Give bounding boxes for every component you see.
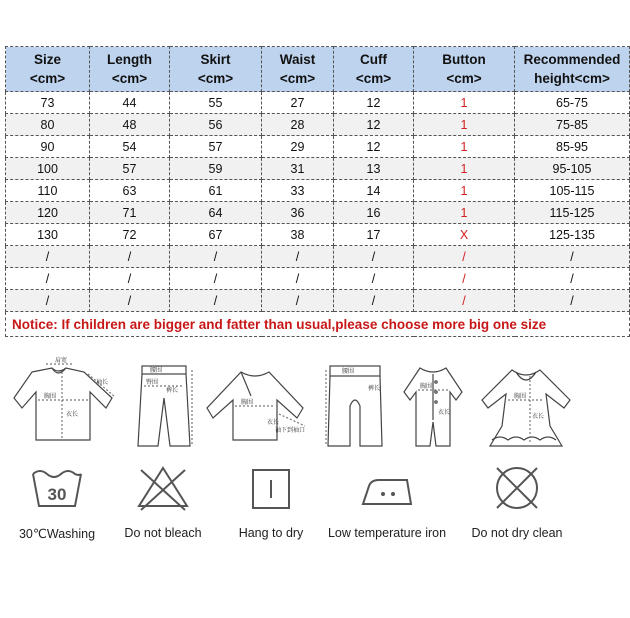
table-cell: 72 <box>90 224 170 246</box>
table-cell: 55 <box>170 92 262 114</box>
table-cell: 12 <box>334 136 414 158</box>
table-cell: 48 <box>90 114 170 136</box>
table-cell: / <box>90 290 170 312</box>
header-size: Size <cm> <box>6 47 90 92</box>
table-row <box>6 290 630 312</box>
raglan-top-diagram <box>205 362 320 452</box>
table-cell: 130 <box>6 224 90 246</box>
table-row <box>6 92 630 114</box>
table-cell: / <box>414 290 515 312</box>
table-cell: / <box>6 246 90 268</box>
table-cell: 16 <box>334 202 414 224</box>
header-waist: Waist <cm> <box>262 47 334 92</box>
hang-dry-icon <box>241 462 301 514</box>
table-cell: 29 <box>262 136 334 158</box>
care-label: Hang to dry <box>238 526 304 540</box>
table-cell: 1 <box>414 136 515 158</box>
size-chart-table <box>5 46 630 337</box>
table-row <box>6 202 630 224</box>
diagram-label: 胸围 <box>44 393 57 400</box>
table-cell: 115-125 <box>515 202 630 224</box>
table-cell: / <box>334 246 414 268</box>
washing-tub-icon <box>27 462 87 514</box>
table-cell: / <box>90 268 170 290</box>
table-cell: 38 <box>262 224 334 246</box>
table-cell: / <box>170 290 262 312</box>
table-cell: 33 <box>262 180 334 202</box>
diagram-label: 肩宽 <box>55 357 68 364</box>
table-cell: 1 <box>414 202 515 224</box>
low-iron-icon <box>357 462 417 514</box>
no-dry-clean-icon <box>487 462 547 514</box>
diagram-label: 胸围 <box>241 399 254 406</box>
diagram-label: 衣长 <box>66 411 79 418</box>
table-cell: / <box>170 246 262 268</box>
table-cell: / <box>414 268 515 290</box>
table-cell: 57 <box>170 136 262 158</box>
table-cell: / <box>6 290 90 312</box>
table-cell: / <box>334 290 414 312</box>
diagram-label: 胸围 <box>420 383 433 390</box>
header-length: Length <cm> <box>90 47 170 92</box>
table-cell: 67 <box>170 224 262 246</box>
table-cell: 17 <box>334 224 414 246</box>
table-cell: 1 <box>414 180 515 202</box>
table-cell: 80 <box>6 114 90 136</box>
table-cell: 63 <box>90 180 170 202</box>
table-cell: 65-75 <box>515 92 630 114</box>
romper-diagram <box>398 362 468 452</box>
care-item-hang-dry <box>206 462 336 552</box>
table-cell: / <box>515 268 630 290</box>
table-cell: 73 <box>6 92 90 114</box>
table-cell: 13 <box>334 158 414 180</box>
table-cell: / <box>334 268 414 290</box>
care-item-no-dry-clean <box>452 462 582 552</box>
table-cell: 120 <box>6 202 90 224</box>
table-cell: 57 <box>90 158 170 180</box>
diagram-label: 腰围 <box>150 367 163 374</box>
table-cell: / <box>262 268 334 290</box>
table-cell: 110 <box>6 180 90 202</box>
table-cell: 105-115 <box>515 180 630 202</box>
table-cell: 28 <box>262 114 334 136</box>
diagram-label: 裤长 <box>166 387 179 394</box>
table-cell: 44 <box>90 92 170 114</box>
table-cell: / <box>262 290 334 312</box>
table-row <box>6 158 630 180</box>
table-row <box>6 268 630 290</box>
care-label: Low temperature iron <box>327 526 447 540</box>
header-skirt: Skirt <cm> <box>170 47 262 92</box>
diagram-label: 腰围 <box>342 368 355 375</box>
table-cell: / <box>414 246 515 268</box>
table-cell: 12 <box>334 92 414 114</box>
diagram-label: 裤长 <box>368 385 381 392</box>
care-instructions <box>0 462 618 552</box>
diagram-label: 衣长 <box>267 419 280 426</box>
table-cell: X <box>414 224 515 246</box>
table-row <box>6 180 630 202</box>
diagram-label: 衣长 <box>532 413 545 420</box>
garment-diagrams <box>0 357 618 452</box>
table-cell: 71 <box>90 202 170 224</box>
notice-row <box>6 312 630 337</box>
table-cell: 95-105 <box>515 158 630 180</box>
table-cell: 36 <box>262 202 334 224</box>
care-label: Do not bleach <box>124 526 202 540</box>
care-item-low-iron <box>322 462 452 552</box>
table-row <box>6 246 630 268</box>
diagram-label: 臀围 <box>146 379 159 386</box>
table-row <box>6 114 630 136</box>
table-cell: 31 <box>262 158 334 180</box>
table-cell: 59 <box>170 158 262 180</box>
table-cell: / <box>262 246 334 268</box>
table-cell: 85-95 <box>515 136 630 158</box>
table-cell: 100 <box>6 158 90 180</box>
table-cell: / <box>515 290 630 312</box>
table-cell: 64 <box>170 202 262 224</box>
table-cell: 54 <box>90 136 170 158</box>
table-cell: 125-135 <box>515 224 630 246</box>
care-label: Do not dry clean <box>471 526 563 540</box>
table-cell: 27 <box>262 92 334 114</box>
diagram-label: 袖下到袖口 <box>275 427 306 434</box>
no-bleach-icon <box>133 462 193 514</box>
pants-diagram <box>130 362 205 452</box>
long-sleeve-top-diagram <box>10 357 125 452</box>
table-cell: 1 <box>414 114 515 136</box>
table-header-row <box>6 47 630 92</box>
diagram-label: 胸围 <box>514 393 527 400</box>
table-cell: / <box>515 246 630 268</box>
table-cell: / <box>6 268 90 290</box>
table-cell: 14 <box>334 180 414 202</box>
table-cell: 56 <box>170 114 262 136</box>
diagram-label: 袖长 <box>96 379 109 386</box>
header-cuff: Cuff <cm> <box>334 47 414 92</box>
table-cell: 1 <box>414 158 515 180</box>
table-row <box>6 136 630 158</box>
table-cell: 90 <box>6 136 90 158</box>
table-cell: 1 <box>414 92 515 114</box>
table-row <box>6 224 630 246</box>
table-cell: 75-85 <box>515 114 630 136</box>
table-cell: 12 <box>334 114 414 136</box>
table-cell: / <box>90 246 170 268</box>
header-button: Button <cm> <box>414 47 515 92</box>
dress-diagram <box>478 362 578 452</box>
header-recommended-height: Recommended height<cm> <box>515 47 630 92</box>
svg-text:30: 30 <box>47 485 67 504</box>
table-cell: / <box>170 268 262 290</box>
diagram-label: 衣长 <box>438 409 451 416</box>
care-label: 30℃Washing <box>18 527 96 541</box>
table-cell: 61 <box>170 180 262 202</box>
shorts-diagram <box>322 362 392 452</box>
size-notice: Notice: If children are bigger and fatter than usual,please choose more big one size <box>6 312 630 337</box>
